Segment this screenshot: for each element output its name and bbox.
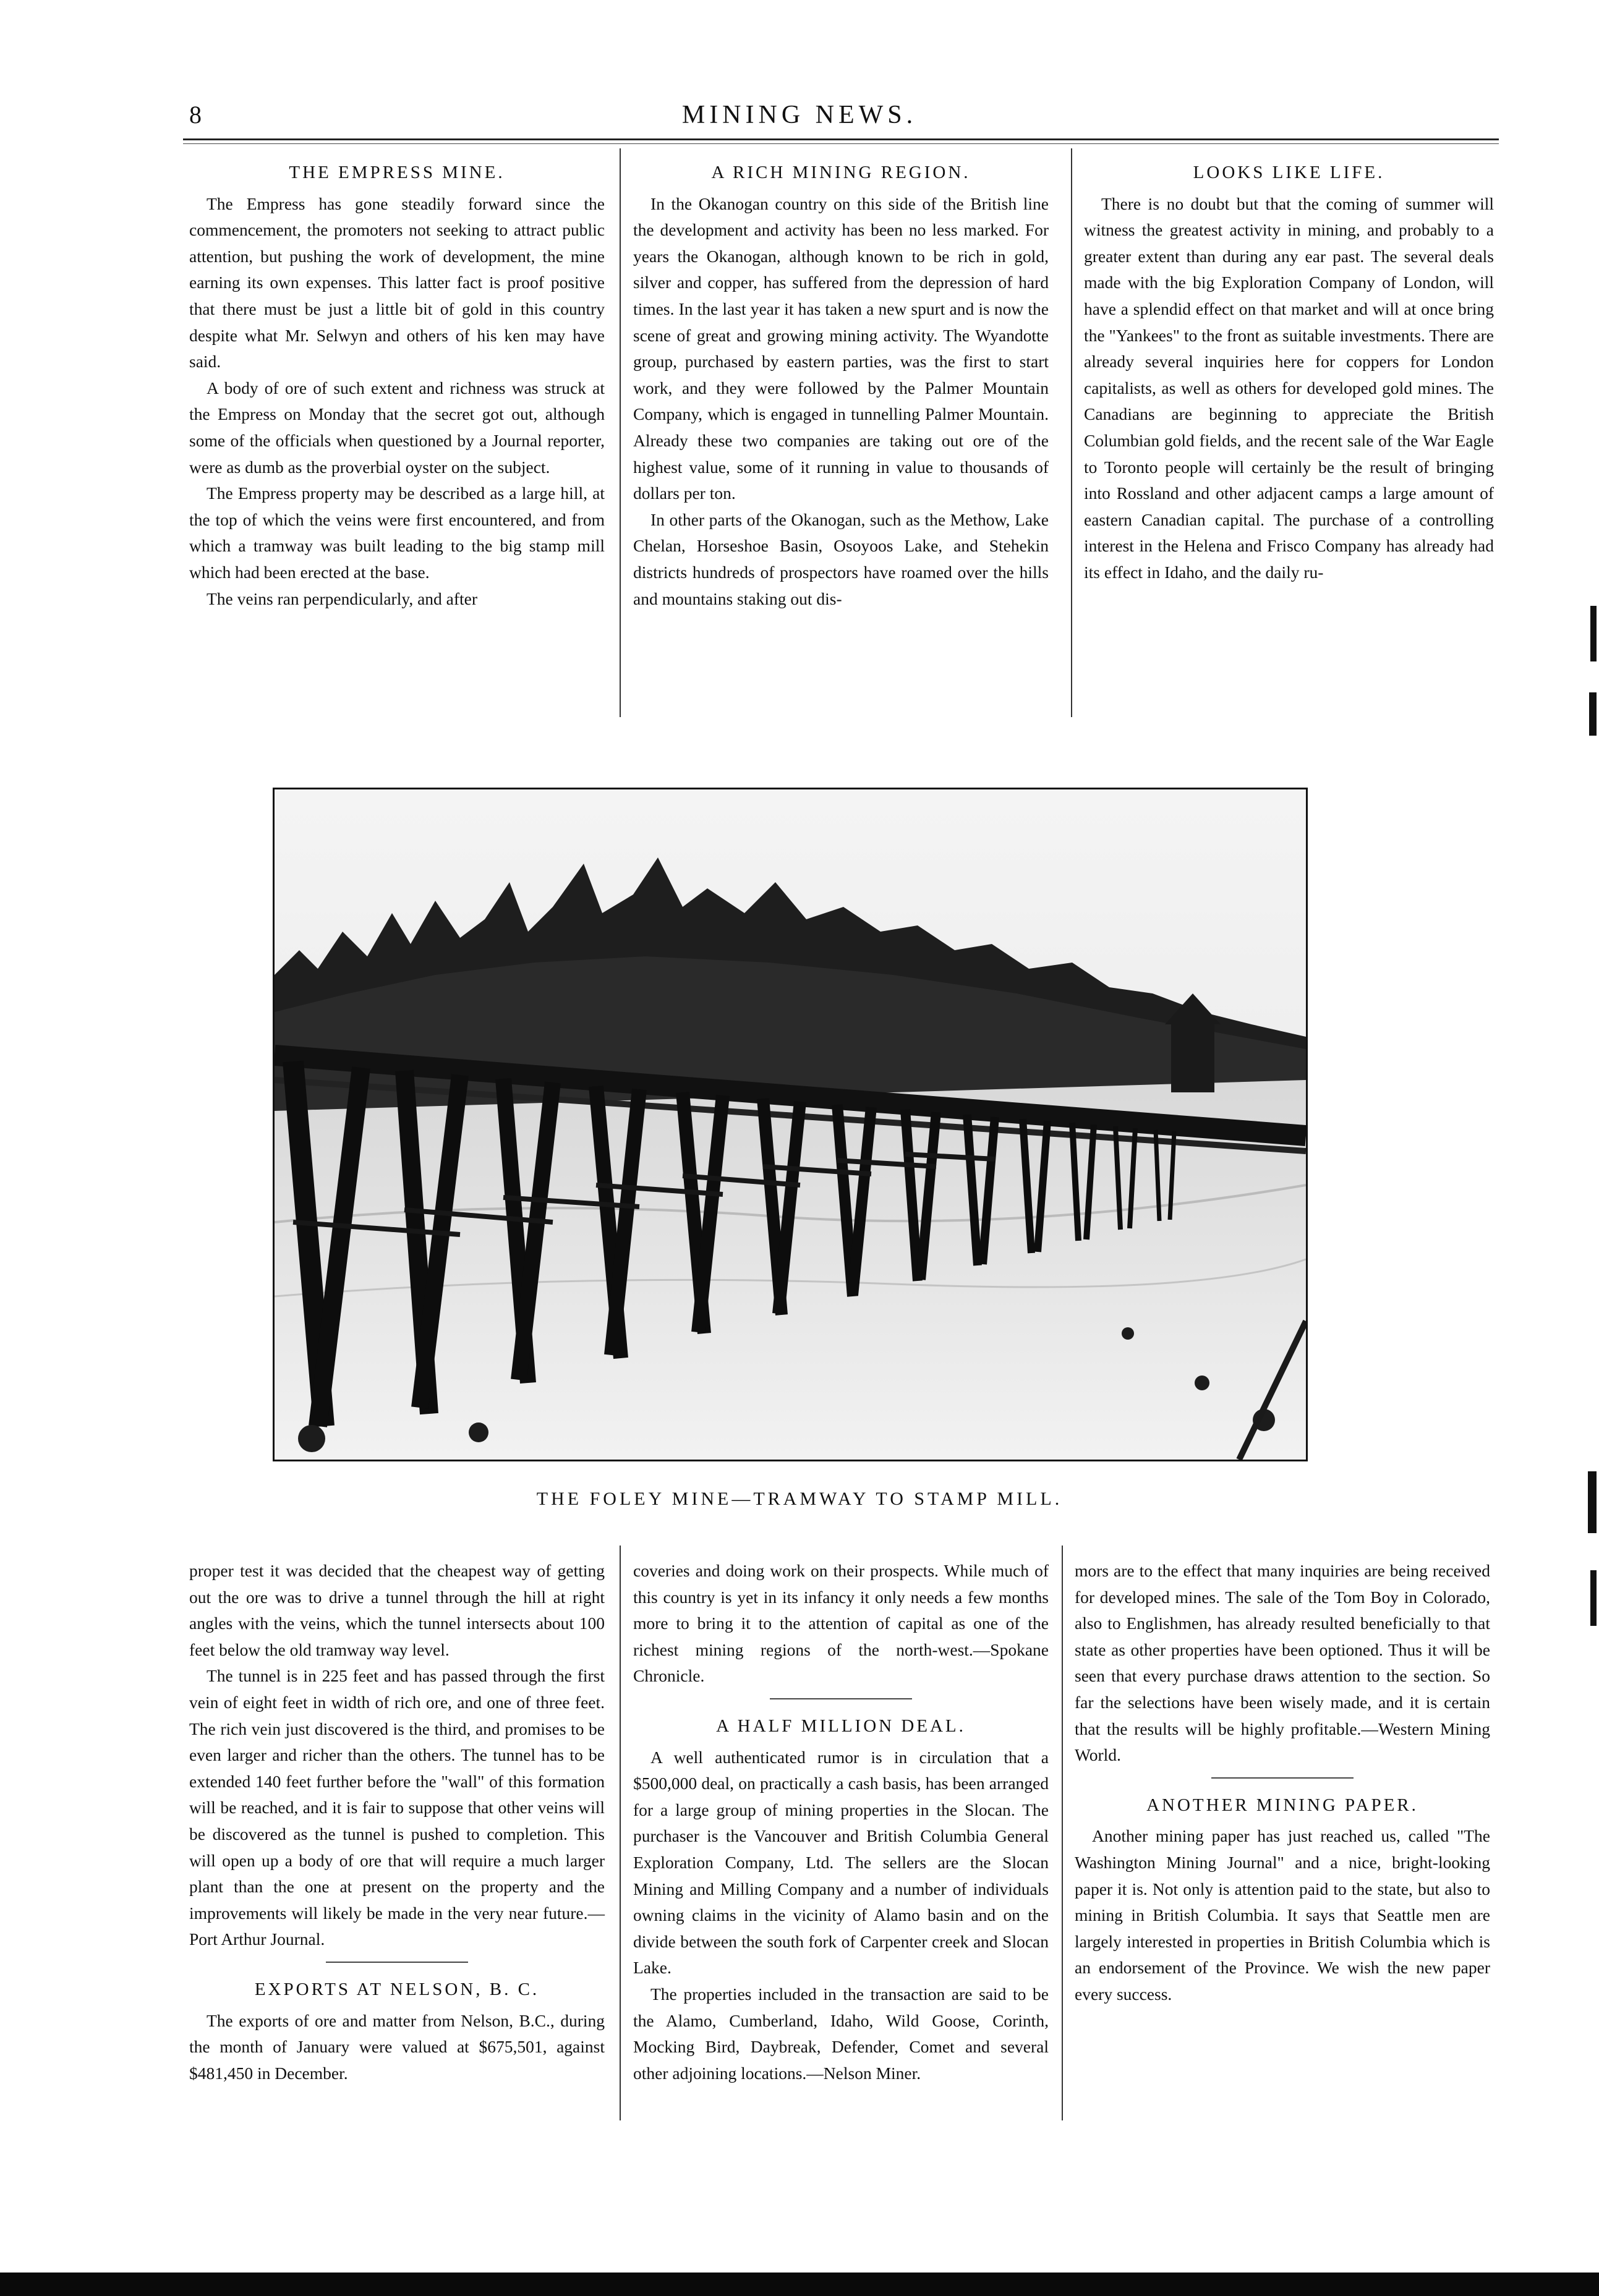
- article-looks-like-life-continued: [1075, 1558, 1490, 2008]
- article-paragraph: The tunnel is in 225 feet and has passed through the first vein of eight feet in width of rich ore, and one of three feet. The rich vein just discovered is the third, and promises to be even larger and richer than the others. The tunnel has to be extended 140 feet further before the "wall" of this formation will be reached, and it is fair to suppose that other veins will be discovered as the tunnel is pushed to completion. This will open up a body of ore that will require a much larger plant than the one at present on the property and the improvements will likely be made in the very near future.—Port Arthur Journal.: [189, 1666, 605, 1949]
- article-empress-continued: [189, 1558, 605, 2086]
- article-title: THE EMPRESS MINE.: [289, 163, 505, 182]
- article-title: A HALF MILLION DEAL.: [716, 1716, 966, 1736]
- scan-bottom-edge: [0, 2273, 1599, 2296]
- column-divider: [620, 1546, 621, 2120]
- article-okanogan-continued: [633, 1558, 1049, 2086]
- page-number: 8: [189, 101, 202, 129]
- article-paragraph: A well authenticated rumor is in circulation that a $500,000 deal, on practically a cash basis, has been arranged for a large group of mining properties in the Slocan. The purchaser is the Vancouver and British Columbia General Exploration Company, Ltd. The sellers are the Slocan Mining and Milling Company and a number of individuals owning claims in the vicinity of Alamo basin and on the divide between the south fork of Carpenter creek and Slocan Lake.: [633, 1747, 1049, 1978]
- publication-title: MINING NEWS.: [681, 101, 918, 129]
- article-paragraph: There is no doubt but that the coming of summer will witness the greatest activity in mining, and probably to a greater extent than during any ear past. The several deals made with the big Exploration Company of London, will have a splendid effect on that market and will at once bring the "Yankees" to the front as suitable investments. There are already several inquiries here for coppers for London capitalists, as well as others for developed gold mines. The Canadians are beginning to appreciate the British Columbian gold fields, and the recent sale of the War Eagle to Toronto people will certainly be the result of bringing into Rossland and other adjacent camps a large amount of eastern Canadian capital. The purchase of a controlling interest in the Helena and Frisco Company has already had its effect in Idaho, and the daily ru-: [1084, 193, 1494, 582]
- scan-edge-mark: [1589, 692, 1597, 736]
- article-paragraph: Another mining paper has just reached us, called "The Washington Mining Journal" and a nice, bright-looking paper it is. Not only is attention paid to the state, but also to mining in British Columbia. It says that Seattle men are largely interested in properties in British Columbia which is an endorsement of the Province. We wish the new paper every success.: [1075, 1826, 1490, 2004]
- section-rule: [1211, 1777, 1354, 1779]
- article-title: ANOTHER MINING PAPER.: [1146, 1795, 1418, 1815]
- article-paragraph: The Empress property may be described as a large hill, at the top of which the veins were first encountered, and from which a tramway was built leading to the big stamp mill which had been erected at the base.: [189, 483, 605, 582]
- photo-caption: THE FOLEY MINE—TRAMWAY TO STAMP MILL.: [536, 1489, 1063, 1509]
- tramway-photograph: [273, 788, 1308, 1461]
- section-rule: [326, 1962, 468, 1963]
- header-rule-thin: [183, 143, 1499, 144]
- article-title: A RICH MINING REGION.: [711, 163, 971, 182]
- article-rich-mining-region: [633, 159, 1049, 612]
- article-looks-like-life: [1084, 159, 1494, 586]
- article-title: EXPORTS AT NELSON, B. C.: [254, 1979, 540, 1999]
- section-rule: [770, 1698, 912, 1699]
- article-paragraph: proper test it was decided that the cheapest way of getting out the ore was to drive a tunnel through the hill at right angles with the veins, which the tunnel intersects about 100 feet below the old tramway way level.: [189, 1561, 605, 1659]
- article-paragraph: A body of ore of such extent and richness was struck at the Empress on Monday that the secret got out, although some of the officials when questioned by a Journal reporter, were as dumb as the proverbial oyster on the subject.: [189, 378, 605, 477]
- article-paragraph: The exports of ore and matter from Nelson, B.C., during the month of January were valued at $675,501, against $481,450 in December.: [189, 2010, 605, 2083]
- article-paragraph: The properties included in the transaction are said to be the Alamo, Cumberland, Idaho, Wild Goose, Corinth, Mocking Bird, Daybreak, Defender, Comet and several other adjoining locations.—Nelson Miner.: [633, 1984, 1049, 2083]
- article-paragraph: The veins ran perpendicularly, and after: [207, 589, 478, 608]
- scan-edge-mark: [1588, 1471, 1597, 1533]
- article-title: LOOKS LIKE LIFE.: [1193, 163, 1385, 182]
- header-rule: [183, 138, 1499, 140]
- article-paragraph: mors are to the effect that many inquiries are being received for developed mines. The sale of the Tom Boy in Colorado, also to Englishmen, has already resulted beneficially to that state as other properties have been optioned. Thus it will be seen that every purchase draws attention to the section. So far the selections have been wisely made, and it is certain that the results will be highly profitable.—Western Mining World.: [1075, 1561, 1490, 1765]
- article-empress-mine: [189, 159, 605, 612]
- article-paragraph: coveries and doing work on their prospects. While much of this country is yet in its infancy it only needs a few months more to bring it to the attention of capital as one of the richest mining regions of the north-west.—Spokane Chronicle.: [633, 1561, 1049, 1686]
- column-divider: [1062, 1546, 1063, 2120]
- scan-edge-mark: [1590, 606, 1597, 661]
- tramway-photo-image: [275, 789, 1306, 1460]
- article-paragraph: In other parts of the Okanogan, such as the Methow, Lake Chelan, Horseshoe Basin, Osoyoos Lake, and Stehekin districts hundreds of prospectors have roamed over the hills and mountains staking out dis-: [633, 509, 1049, 608]
- article-paragraph: In the Okanogan country on this side of the British line the development and activity has been no less marked. For years the Okanogan, although known to be rich in gold, silver and copper, has suffered from the depression of hard times. In the last year it has taken a new spurt and is now the scene of great and growing mining activity. The Wyandotte group, purchased by eastern parties, was the first to start work, and they were followed by the Palmer Mountain Company, which is engaged in tunnelling Palmer Mountain. Already these two companies are taking out ore of the highest value, some of it running in value to thousands of dollars per ton.: [633, 193, 1049, 503]
- scan-edge-mark: [1590, 1570, 1597, 1626]
- article-paragraph: The Empress has gone steadily forward since the commencement, the promoters not seeking to attract public attention, but pushing the work of development, the mine earning its own expenses. This latter fact is proof positive that there must be just a little bit of gold in this country despite what Mr. Selwyn and others of his ken may have said.: [189, 193, 605, 372]
- column-divider: [620, 148, 621, 717]
- column-divider: [1071, 148, 1072, 717]
